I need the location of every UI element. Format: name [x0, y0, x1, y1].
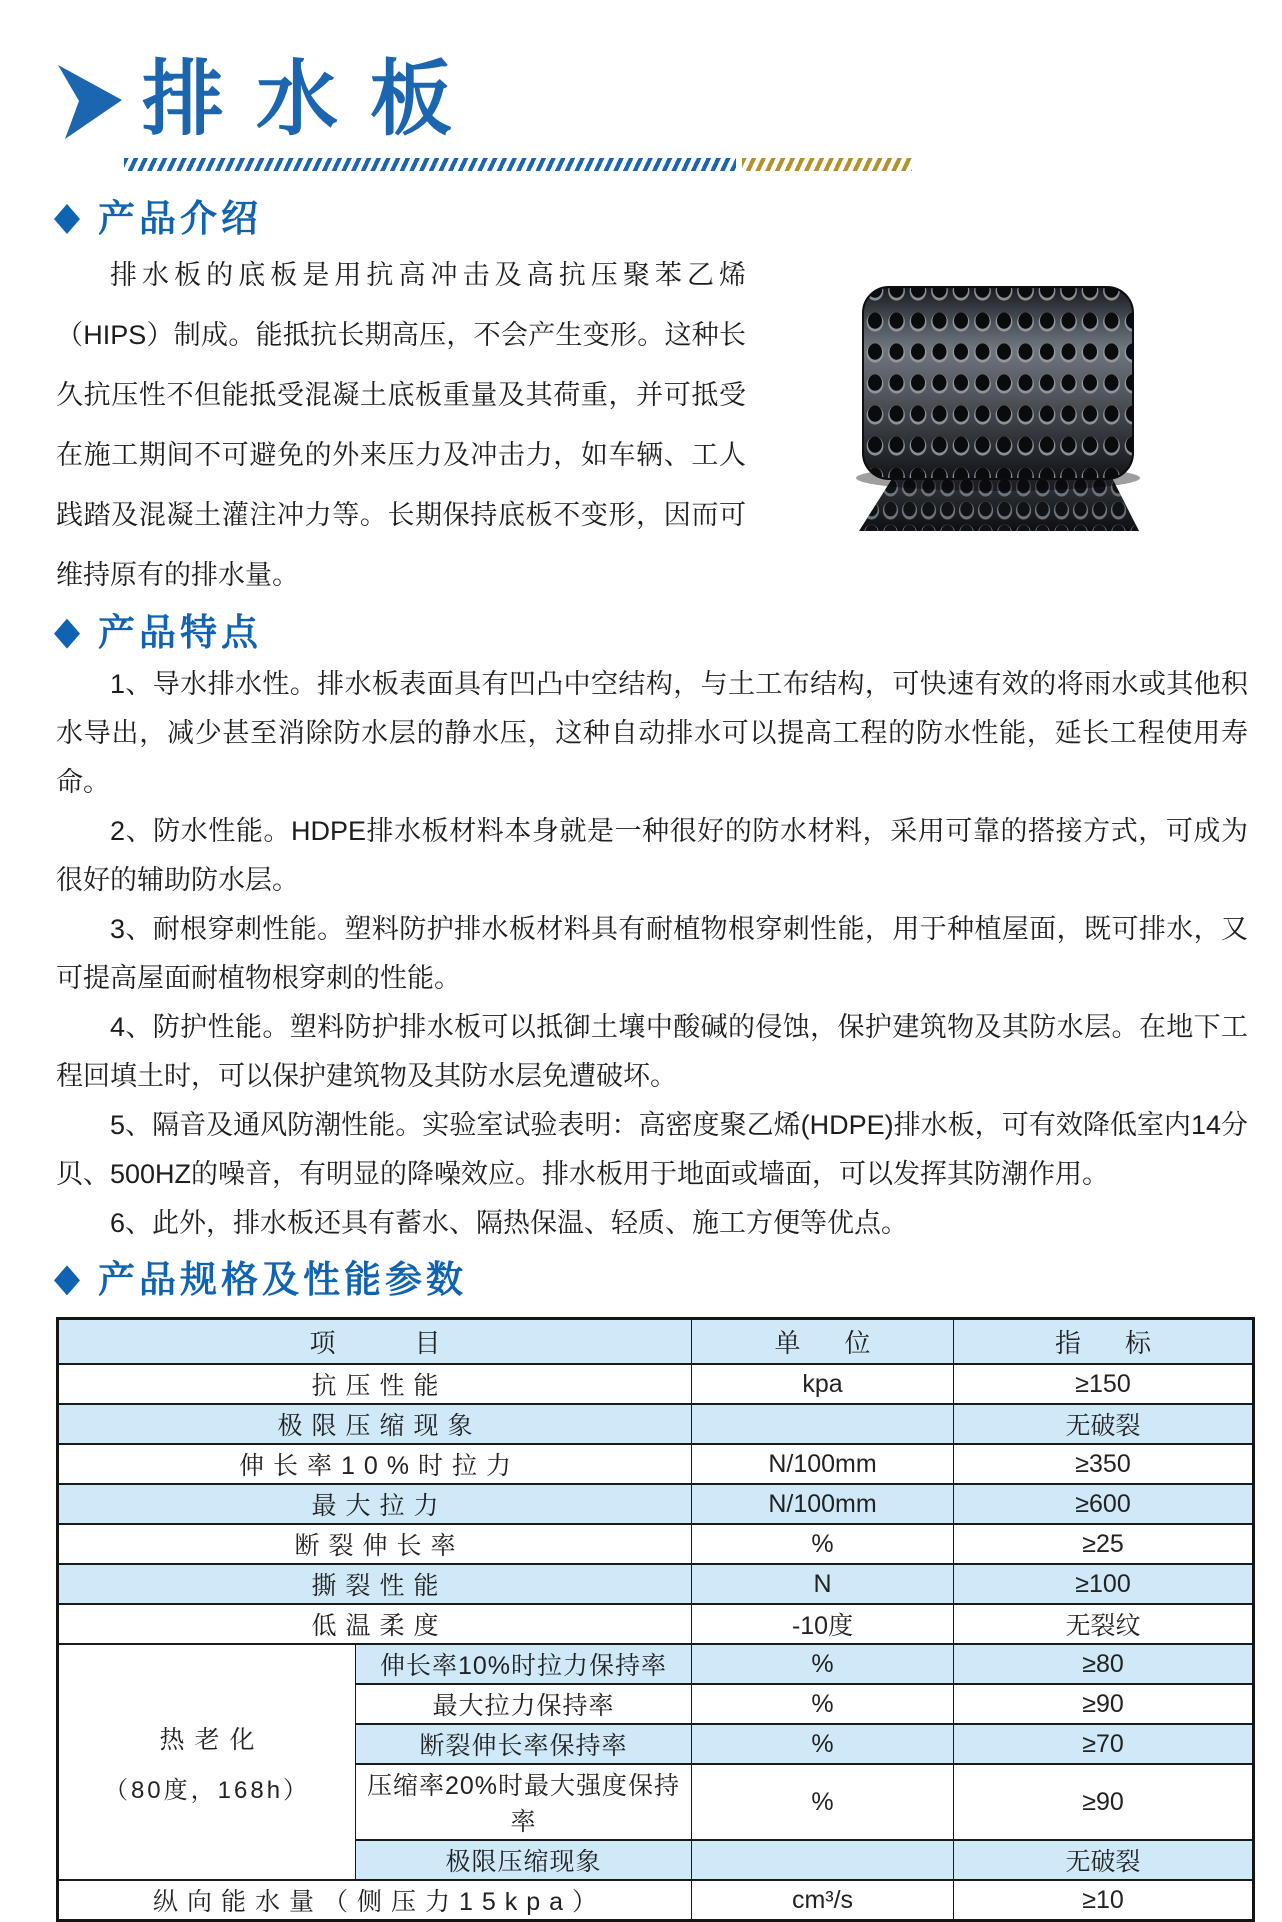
- spec-unit: kpa: [692, 1364, 954, 1404]
- spec-unit: N/100mm: [692, 1444, 954, 1484]
- spec-unit: -10度: [692, 1604, 954, 1644]
- spec-value: 无裂纹: [954, 1604, 1254, 1644]
- spec-unit: %: [692, 1724, 954, 1764]
- spec-value: 无破裂: [954, 1840, 1254, 1880]
- product-photo: [746, 245, 1248, 537]
- spec-value: 无破裂: [954, 1404, 1254, 1444]
- table-row: [58, 1404, 1254, 1444]
- specs-header-row: [58, 1318, 1254, 1364]
- intro-section: [56, 245, 1248, 605]
- specs-table: [56, 1317, 1255, 1922]
- spec-item: 撕裂性能: [58, 1564, 692, 1604]
- hatched-divider: [124, 158, 1282, 171]
- spec-unit: %: [692, 1684, 954, 1724]
- section-title-specs: 产品规格及性能参数: [98, 1259, 467, 1300]
- spec-value: ≥10: [954, 1880, 1254, 1921]
- spec-item: 压缩率20%时最大强度保持率: [356, 1764, 692, 1840]
- page-title-row: [56, 54, 1282, 145]
- table-row: [58, 1524, 1254, 1564]
- spec-item: 纵向能水量（侧压力15kpa）: [58, 1880, 692, 1921]
- spec-item: 极限压缩现象: [356, 1840, 692, 1880]
- heat-aging-group-cell: [58, 1644, 356, 1880]
- spec-value: ≥350: [954, 1444, 1254, 1484]
- section-heading-specs: [54, 1260, 1282, 1301]
- section-title-intro: 产品介绍: [98, 197, 262, 239]
- group-label-condition: （80度，168h）: [103, 1776, 311, 1804]
- feature-item-2: 2、防水性能。HDPE排水板材料本身就是一种很好的防水材料，采用可靠的搭接方式，可成为很好的辅助防水层。: [56, 816, 1248, 895]
- drainage-board-photo-graphic: [843, 245, 1151, 531]
- spec-value: ≥150: [954, 1364, 1254, 1404]
- spec-unit: [692, 1404, 954, 1444]
- section-heading-features: [54, 613, 1282, 654]
- spec-item: 最大拉力保持率: [356, 1684, 692, 1724]
- page-title: 排水板: [142, 54, 485, 145]
- spec-value: ≥80: [954, 1644, 1254, 1684]
- spec-value: ≥70: [954, 1724, 1254, 1764]
- spec-value: ≥90: [954, 1684, 1254, 1724]
- spec-item: 断裂伸长率保持率: [356, 1724, 692, 1764]
- spec-value: ≥600: [954, 1484, 1254, 1524]
- spec-unit: %: [692, 1764, 954, 1840]
- feature-item-4: 4、防护性能。塑料防护排水板可以抵御土壤中酸碱的侵蚀，保护建筑物及其防水层。在地下工程回填土时，可以保护建筑物及其防水层免遭破坏。: [56, 1012, 1248, 1091]
- diamond-icon: [54, 204, 80, 234]
- table-row: [58, 1604, 1254, 1644]
- spec-value: ≥25: [954, 1524, 1254, 1564]
- spec-unit: N: [692, 1564, 954, 1604]
- section-title-features: 产品特点: [98, 612, 262, 654]
- spec-item: 断裂伸长率: [58, 1524, 692, 1564]
- spec-item: 低温柔度: [58, 1604, 692, 1644]
- spec-item: 伸长率10%时拉力保持率: [356, 1644, 692, 1684]
- features-section: [56, 660, 1248, 1248]
- gold-stripes: [742, 158, 912, 171]
- spec-value: ≥90: [954, 1764, 1254, 1840]
- spec-unit: cm³/s: [692, 1880, 954, 1921]
- table-row: [58, 1444, 1254, 1484]
- spec-unit: %: [692, 1524, 954, 1564]
- feature-item-6: 6、此外，排水板还具有蓄水、隔热保温、轻质、施工方便等优点。: [110, 1208, 909, 1238]
- table-row: [58, 1484, 1254, 1524]
- header-value: 指 标: [954, 1318, 1254, 1364]
- intro-paragraph: 排水板的底板是用抗高冲击及高抗压聚苯乙烯（HIPS）制成。能抵抗长期高压，不会产生变形。这种长久抗压性不但能抵受混凝土底板重量及其荷重，并可抵受在施工期间不可避免的外来压力及冲击力，如车辆、工人践踏及混凝土灌注冲力等。长期保持底板不变形，因而可维持原有的排水量。: [56, 260, 746, 591]
- spec-unit: N/100mm: [692, 1484, 954, 1524]
- section-heading-intro: [54, 199, 1282, 240]
- diamond-icon: [54, 619, 80, 649]
- table-row: [58, 1644, 1254, 1684]
- header-unit: 单 位: [692, 1318, 954, 1364]
- table-row: [58, 1564, 1254, 1604]
- table-row: [58, 1880, 1254, 1921]
- group-label: 热老化: [159, 1725, 265, 1754]
- catalog-page: [0, 54, 1282, 1917]
- spec-value: ≥100: [954, 1564, 1254, 1604]
- header-item: 项 目: [58, 1318, 692, 1364]
- feature-item-3: 3、耐根穿刺性能。塑料防护排水板材料具有耐植物根穿刺性能，用于种植屋面，既可排水，又可提高屋面耐植物根穿刺的性能。: [56, 914, 1248, 993]
- diamond-icon: [54, 1265, 80, 1295]
- spec-item: 伸长率10%时拉力: [58, 1444, 692, 1484]
- spec-item: 最大拉力: [58, 1484, 692, 1524]
- spec-unit: [692, 1840, 954, 1880]
- spec-unit: %: [692, 1644, 954, 1684]
- feature-item-5: 5、隔音及通风防潮性能。实验室试验表明：高密度聚乙烯(HDPE)排水板，可有效降低室内14分贝、500HZ的噪音，有明显的降噪效应。排水板用于地面或墙面，可以发挥其防潮作用。: [56, 1110, 1248, 1189]
- spec-item: 抗压性能: [58, 1364, 692, 1404]
- table-row: [58, 1364, 1254, 1404]
- spec-item: 极限压缩现象: [58, 1404, 692, 1444]
- arrow-right-icon: [56, 61, 122, 139]
- blue-stripes: [124, 158, 736, 171]
- feature-item-1: 1、导水排水性。排水板表面具有凹凸中空结构，与土工布结构，可快速有效的将雨水或其他积水导出，减少甚至消除防水层的静水压，这种自动排水可以提高工程的防水性能，延长工程使用寿命。: [56, 669, 1248, 797]
